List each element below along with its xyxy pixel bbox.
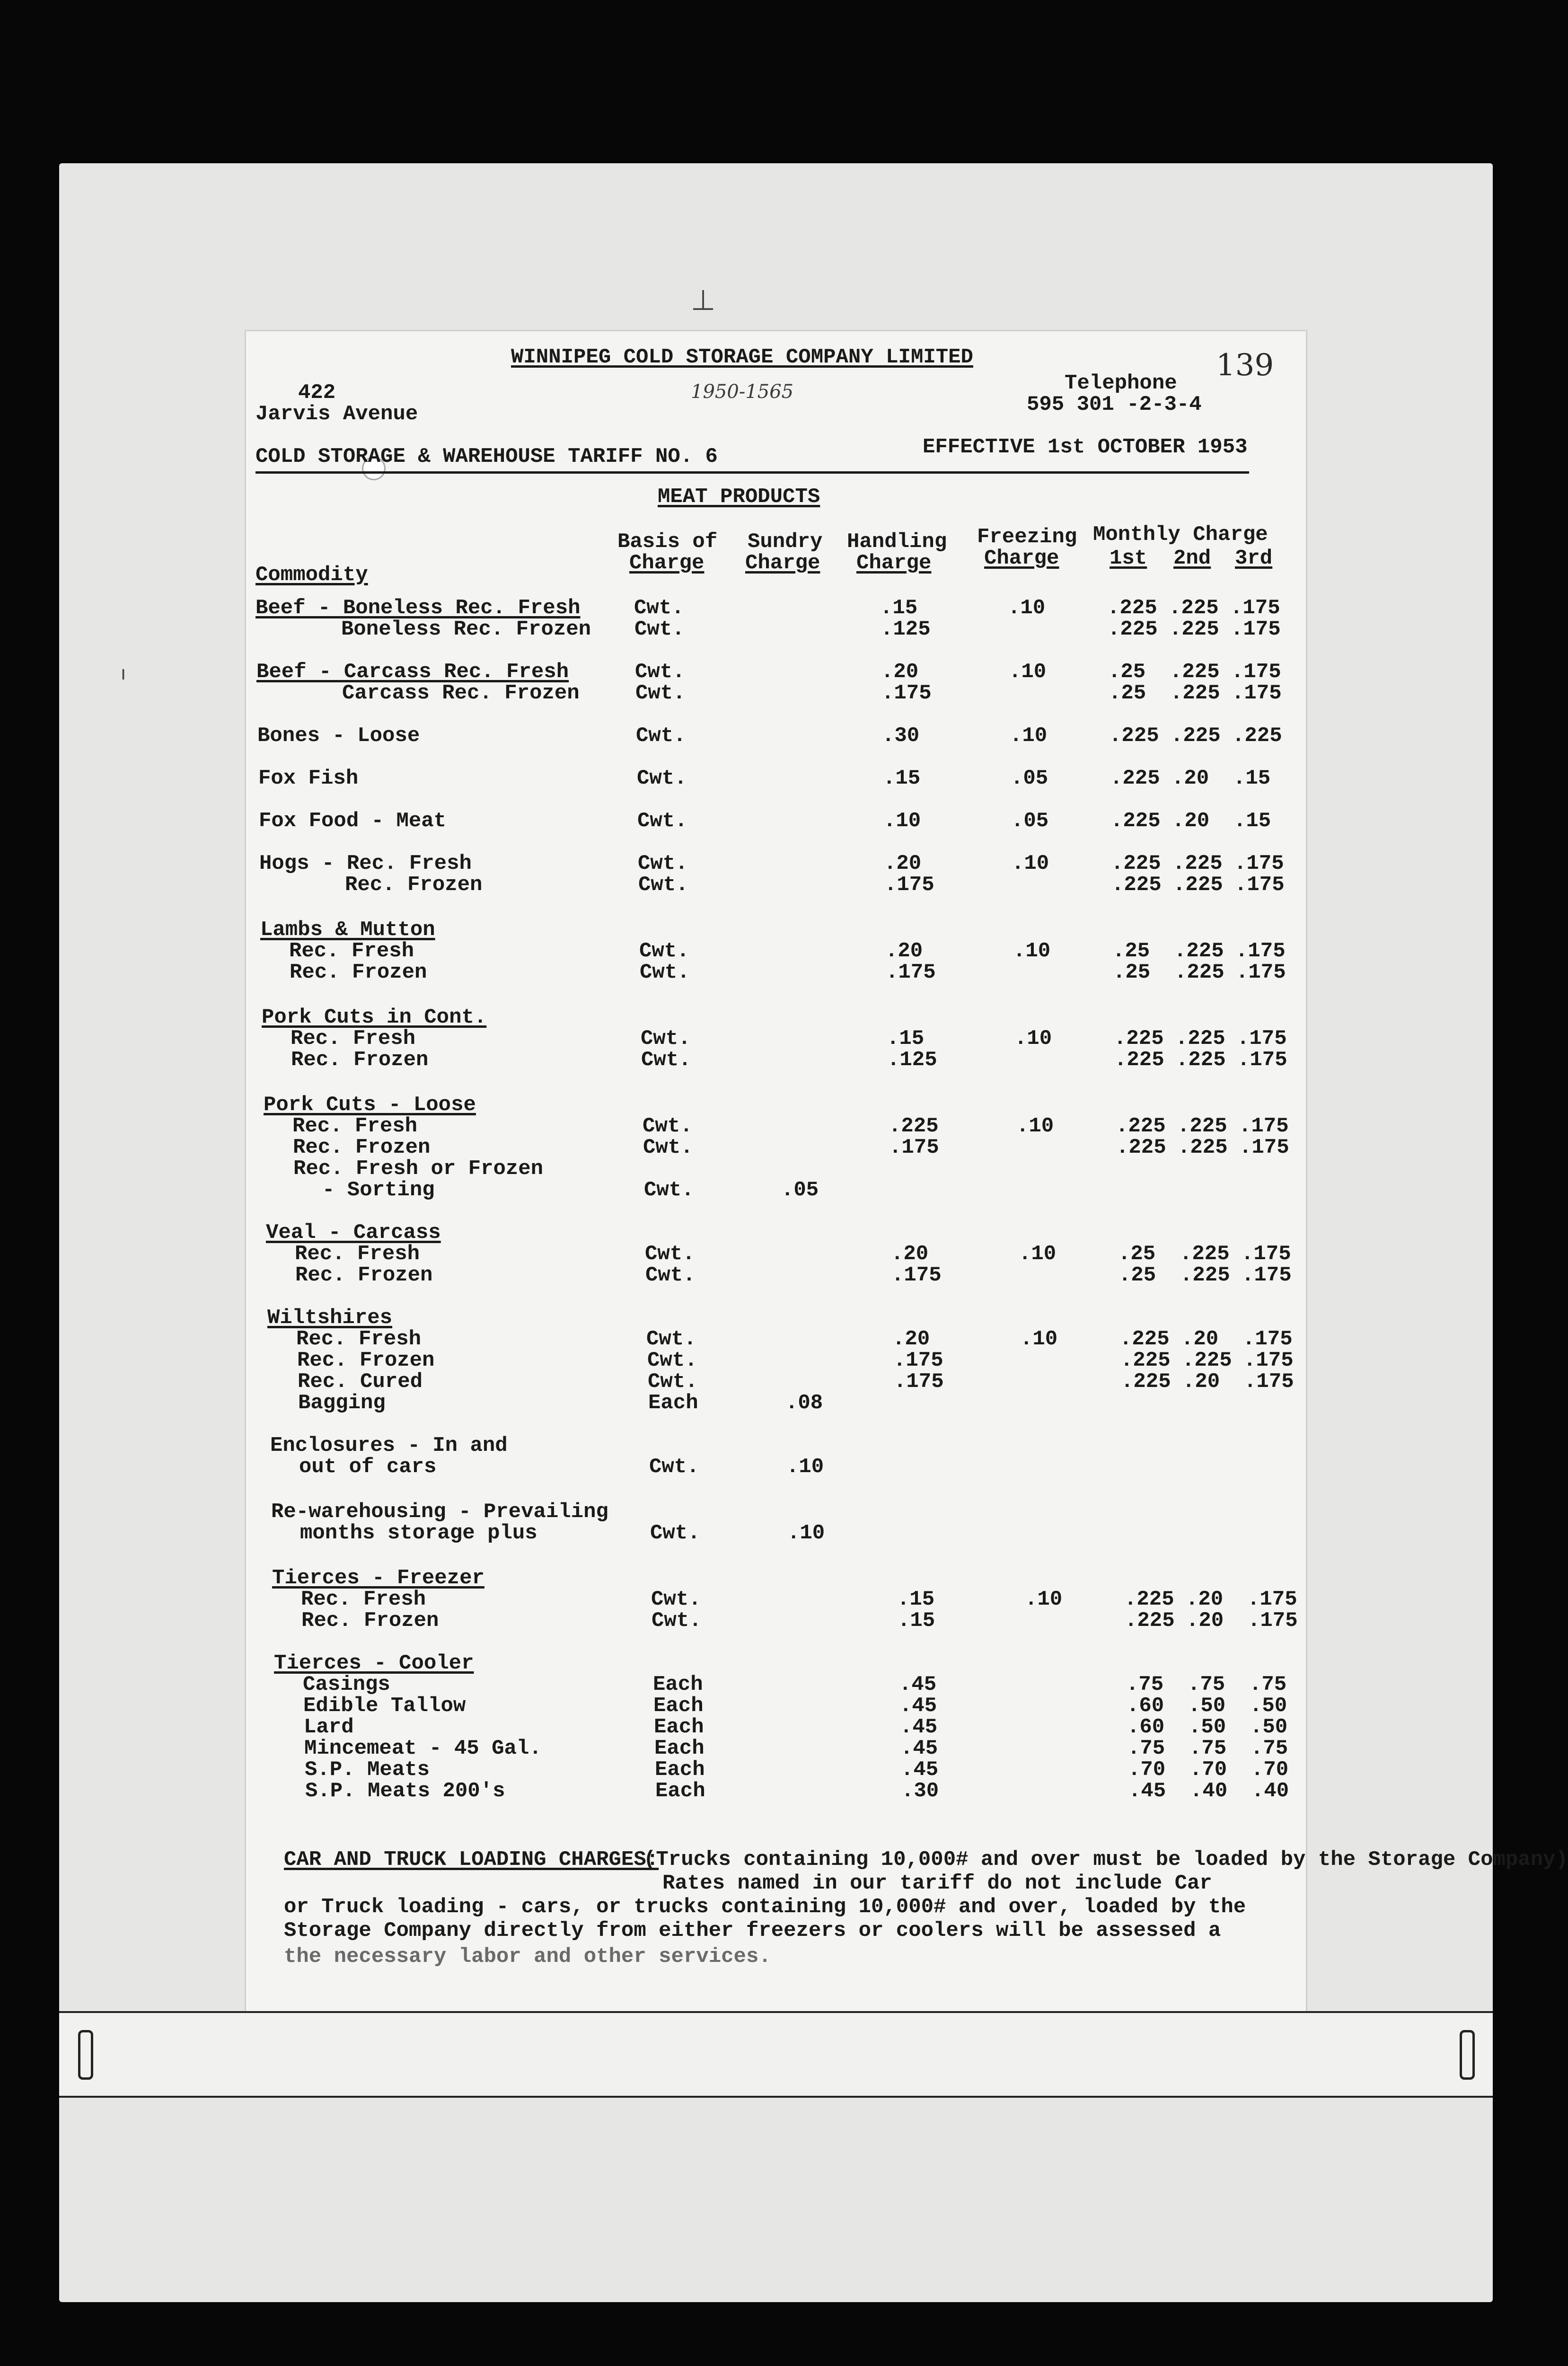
cell-handling: .175 (884, 873, 934, 897)
cell-m3: .50 (1250, 1715, 1288, 1739)
cell-m1: .225 (1114, 1048, 1164, 1072)
cell-m1: .225 (1107, 596, 1157, 620)
cell-handling: .15 (897, 1588, 935, 1611)
cell-m2: .225 (1176, 1048, 1226, 1072)
cell-m1: .225 (1121, 1370, 1171, 1394)
cell-handling: .45 (899, 1673, 937, 1696)
cell-handling: .175 (886, 961, 936, 984)
cell-handling: .15 (880, 596, 918, 620)
cell-m1: .225 (1111, 873, 1162, 897)
cell-sundry: .05 (781, 1178, 819, 1202)
cell-handling: .30 (901, 1779, 939, 1803)
cell-handling: .175 (894, 1370, 944, 1394)
commodity-name: Rec. Cured (298, 1370, 423, 1394)
cell-handling: .30 (882, 724, 920, 748)
cell-m3: .175 (1235, 939, 1286, 963)
cell-m2: .225 (1175, 1027, 1225, 1051)
cell-basis: Each (648, 1391, 698, 1415)
cell-handling: .45 (901, 1758, 939, 1782)
footer-line1: (Trucks containing 10,000# and over must be loaded by the Storage Company) (643, 1848, 1568, 1872)
company-name: WINNIPEG COLD STORAGE COMPANY LIMITED (511, 345, 973, 369)
cell-m2: .225 (1169, 618, 1219, 641)
tariff-title: COLD STORAGE & WAREHOUSE TARIFF NO. 6 (255, 445, 718, 468)
cell-basis: Cwt. (643, 1114, 693, 1138)
cell-m2: .225 (1173, 873, 1223, 897)
cell-m3: .75 (1249, 1673, 1287, 1696)
cell-freezing: .10 (1014, 1027, 1052, 1051)
cell-m3: .175 (1248, 1609, 1298, 1633)
cell-m1: .25 (1119, 1263, 1156, 1287)
commodity-name: Beef - Boneless Rec. Fresh (255, 596, 581, 620)
cell-m2: .225 (1177, 1114, 1227, 1138)
cell-handling: .45 (900, 1737, 938, 1760)
cell-handling: .175 (881, 681, 932, 705)
cell-m2: .225 (1174, 961, 1224, 984)
commodity-name: S.P. Meats 200's (305, 1779, 505, 1803)
cell-m2: .225 (1178, 1136, 1228, 1159)
col-handling-1: Handling (847, 530, 947, 554)
cell-basis: Cwt. (636, 724, 686, 748)
commodity-name: Bones - Loose (257, 724, 420, 748)
commodity-name: Rec. Frozen (301, 1609, 439, 1633)
cell-m2: .225 (1172, 852, 1223, 875)
cell-m1: .25 (1118, 1242, 1156, 1266)
cell-m3: .75 (1251, 1737, 1288, 1760)
commodity-name: Pork Cuts in Cont. (262, 1006, 487, 1029)
cell-m3: .175 (1241, 1242, 1291, 1266)
cell-handling: .15 (883, 767, 921, 790)
cell-basis: Each (653, 1694, 704, 1718)
cell-basis: Cwt. (643, 1136, 693, 1159)
footer-line5: the necessary labor and other services. (284, 1945, 771, 1969)
cell-m1: .25 (1112, 939, 1150, 963)
cell-m1: .25 (1113, 961, 1151, 984)
telephone-label: Telephone (1065, 371, 1177, 395)
cell-handling: .20 (884, 852, 922, 875)
cell-m3: .175 (1239, 1136, 1289, 1159)
cell-m1: .225 (1125, 1609, 1175, 1633)
cell-m1: .60 (1127, 1715, 1165, 1739)
cell-basis: Each (654, 1715, 704, 1739)
cell-m2: .20 (1181, 1327, 1219, 1351)
cell-m1: .225 (1110, 809, 1161, 833)
cell-freezing: .10 (1025, 1588, 1063, 1611)
cell-m2: .70 (1189, 1758, 1227, 1782)
cell-m2: .225 (1174, 939, 1224, 963)
cell-m1: .225 (1114, 1027, 1164, 1051)
commodity-name: Fox Food - Meat (259, 809, 447, 833)
section-title: MEAT PRODUCTS (658, 485, 820, 509)
commodity-name: Rec. Frozen (295, 1263, 433, 1287)
punch-mark: ⊥ (691, 284, 716, 317)
cell-m1: .225 (1109, 724, 1159, 748)
cell-basis: Cwt. (638, 852, 688, 875)
cell-m1: .225 (1110, 767, 1160, 790)
col-handling-2: Charge (856, 551, 932, 575)
cell-m3: .175 (1232, 681, 1282, 705)
commodity-name: Lambs & Mutton (260, 918, 435, 942)
commodity-name: Mincemeat - 45 Gal. (304, 1737, 542, 1760)
cell-m2: .50 (1188, 1694, 1226, 1718)
cell-m2: .20 (1172, 767, 1209, 790)
commodity-name: Rec. Fresh (291, 1027, 416, 1051)
cell-m1: .225 (1124, 1588, 1174, 1611)
cell-handling: .15 (898, 1609, 935, 1633)
cell-handling: .175 (889, 1136, 939, 1159)
cell-basis: Cwt. (651, 1588, 701, 1611)
commodity-name: Pork Cuts - Loose (264, 1093, 476, 1117)
cell-basis: Cwt. (641, 1048, 691, 1072)
cell-m2: .20 (1182, 1370, 1220, 1394)
cell-basis: Cwt. (645, 1263, 696, 1287)
cell-m3: .175 (1242, 1327, 1293, 1351)
cell-m3: .175 (1243, 1349, 1294, 1372)
cell-m3: .175 (1234, 852, 1284, 875)
col-freezing-1: Freezing (977, 525, 1077, 549)
cell-basis: Cwt. (648, 1370, 698, 1394)
telephone-number: 595 301 -2-3-4 (1027, 393, 1202, 416)
cell-m3: .175 (1234, 873, 1285, 897)
cell-handling: .45 (899, 1694, 937, 1718)
cell-basis: Cwt. (646, 1327, 696, 1351)
cell-basis: Cwt. (644, 1178, 694, 1202)
cell-m3: .225 (1232, 724, 1282, 748)
col-basis-2: Charge (629, 551, 705, 575)
commodity-name: Boneless Rec. Frozen (341, 618, 591, 641)
commodity-name: Carcass Rec. Frozen (342, 681, 580, 705)
col-month-1: 1st (1110, 547, 1147, 570)
commodity-name: Veal - Carcass (266, 1221, 441, 1245)
cell-m2: .20 (1186, 1588, 1224, 1611)
commodity-name: Fox Fish (258, 767, 359, 790)
cell-m1: .70 (1128, 1758, 1166, 1782)
cell-handling: .175 (891, 1263, 942, 1287)
cell-m2: .20 (1186, 1609, 1224, 1633)
cell-m3: .175 (1237, 1027, 1287, 1051)
binder-clip-right (1460, 2030, 1475, 2080)
commodity-name: Tierces - Freezer (272, 1566, 484, 1590)
commodity-name: Casings (303, 1673, 390, 1696)
cell-handling: .125 (881, 618, 931, 641)
cell-freezing: .10 (1010, 724, 1048, 748)
cell-basis: Cwt. (647, 1349, 697, 1372)
cell-basis: Cwt. (634, 618, 685, 641)
footer-line4: Storage Company directly from either freezers or coolers will be assessed a (284, 1919, 1221, 1942)
cell-m3: .15 (1233, 809, 1271, 833)
commodity-name: Hogs - Rec. Fresh (259, 852, 472, 875)
cell-sundry: .10 (787, 1521, 825, 1545)
cell-basis: Cwt. (641, 1027, 691, 1051)
cell-m3: .50 (1250, 1694, 1287, 1718)
commodity-name: Wiltshires (267, 1306, 393, 1330)
cell-basis: Each (655, 1758, 705, 1782)
cell-m2: .225 (1171, 724, 1221, 748)
commodity-name: Rec. Fresh (289, 939, 414, 963)
cell-freezing: .10 (1016, 1114, 1054, 1138)
col-month-3: 3rd (1235, 547, 1273, 570)
cell-basis: Cwt. (635, 660, 685, 684)
cell-freezing: .10 (1019, 1242, 1057, 1266)
commodity-name: Rec. Fresh or Frozen (293, 1157, 544, 1181)
footer-line2: Rates named in our tariff do not include Car (662, 1872, 1212, 1895)
cell-m3: .175 (1231, 618, 1281, 641)
page-number: 139 (1216, 348, 1274, 383)
binder-clip-left (78, 2030, 93, 2080)
cell-freezing: .10 (1009, 660, 1047, 684)
commodity-name: Tierces - Cooler (274, 1651, 474, 1675)
commodity-name: out of cars (299, 1455, 437, 1479)
col-sundry-2: Charge (745, 551, 820, 575)
cell-m2: .225 (1182, 1349, 1232, 1372)
cell-m1: .25 (1109, 681, 1146, 705)
cell-m3: .175 (1237, 1048, 1287, 1072)
cell-handling: .225 (889, 1114, 939, 1138)
cell-basis: Cwt. (639, 939, 689, 963)
cell-m2: .40 (1190, 1779, 1228, 1803)
cell-m1: .60 (1127, 1694, 1164, 1718)
commodity-name: Lard (304, 1715, 354, 1739)
address-number: 422 (298, 381, 336, 405)
col-month-2: 2nd (1173, 547, 1211, 570)
cell-handling: .125 (887, 1048, 937, 1072)
cell-sundry: .08 (785, 1391, 823, 1415)
commodity-name: Rec. Frozen (297, 1349, 435, 1372)
cell-m2: .225 (1180, 1242, 1230, 1266)
cell-freezing: .10 (1020, 1327, 1058, 1351)
cell-m3: .175 (1244, 1370, 1294, 1394)
commodity-name: Rec. Frozen (293, 1136, 431, 1159)
commodity-name: Rec. Fresh (292, 1114, 418, 1138)
cell-m2: .50 (1189, 1715, 1226, 1739)
cell-basis: Cwt. (637, 809, 687, 833)
cell-m1: .45 (1128, 1779, 1166, 1803)
cell-basis: Cwt. (650, 1521, 700, 1545)
commodity-name: Rec. Fresh (301, 1588, 426, 1611)
cell-m1: .225 (1119, 1327, 1170, 1351)
cell-basis: Cwt. (637, 767, 687, 790)
commodity-name: Bagging (298, 1391, 386, 1415)
cell-basis: Cwt. (634, 596, 684, 620)
cell-m3: .175 (1236, 961, 1286, 984)
commodity-name: Beef - Carcass Rec. Fresh (256, 660, 569, 684)
cell-freezing: .10 (1013, 939, 1051, 963)
col-sundry-1: Sundry (748, 530, 823, 554)
margin-tick: ı (121, 662, 126, 684)
cell-m1: .25 (1108, 660, 1146, 684)
tariff-page (246, 331, 1568, 2016)
cell-m1: .225 (1120, 1349, 1171, 1372)
cell-m3: .175 (1230, 596, 1280, 620)
cell-handling: .15 (887, 1027, 925, 1051)
col-monthly: Monthly Charge (1093, 523, 1268, 547)
header-rule (255, 471, 1249, 474)
cell-freezing: .10 (1012, 852, 1049, 875)
col-freezing-2: Charge (984, 547, 1059, 570)
address-street: Jarvis Avenue (255, 402, 418, 426)
cell-handling: .20 (881, 660, 919, 684)
commodity-name: Edible Tallow (303, 1694, 466, 1718)
effective-date: EFFECTIVE 1st OCTOBER 1953 (923, 435, 1248, 459)
cell-m1: .75 (1128, 1737, 1165, 1760)
cell-m3: .175 (1231, 660, 1281, 684)
cell-basis: Cwt. (652, 1609, 702, 1633)
cell-m3: .175 (1239, 1114, 1289, 1138)
cell-m2: .225 (1170, 681, 1220, 705)
cell-handling: .20 (885, 939, 923, 963)
cell-m2: .20 (1172, 809, 1210, 833)
commodity-name: Rec. Frozen (291, 1048, 429, 1072)
cell-handling: .20 (891, 1242, 929, 1266)
commodity-name: Re-warehousing - Prevailing (271, 1500, 608, 1524)
cell-basis: Each (653, 1673, 703, 1696)
cell-basis: Cwt. (649, 1455, 699, 1479)
commodity-name: S.P. Meats (305, 1758, 430, 1782)
cell-handling: .10 (883, 809, 921, 833)
cell-m2: .75 (1188, 1673, 1225, 1696)
footer-line3: or Truck loading - cars, or trucks containing 10,000# and over, loaded by the (284, 1895, 1246, 1919)
cell-m3: .15 (1233, 767, 1271, 790)
cell-m1: .225 (1111, 852, 1161, 875)
cell-m3: .175 (1247, 1588, 1297, 1611)
handwritten-note: 1950-1565 (691, 381, 794, 403)
cell-handling: .45 (900, 1715, 938, 1739)
cell-basis: Cwt. (645, 1242, 695, 1266)
cell-m1: .225 (1116, 1114, 1166, 1138)
commodity-name: - Sorting (322, 1178, 435, 1202)
cell-freezing: .05 (1011, 767, 1048, 790)
cell-basis: Each (654, 1737, 705, 1760)
commodity-name: Rec. Frozen (345, 873, 483, 897)
cell-m2: .75 (1189, 1737, 1227, 1760)
cell-m1: .225 (1116, 1136, 1166, 1159)
commodity-name: Rec. Fresh (295, 1242, 420, 1266)
commodity-name: Enclosures - In and (270, 1434, 508, 1457)
cell-m3: .175 (1242, 1263, 1292, 1287)
cell-basis: Cwt. (640, 961, 690, 984)
cell-m1: .75 (1126, 1673, 1164, 1696)
cell-freezing: .05 (1011, 809, 1049, 833)
cell-m3: .70 (1251, 1758, 1289, 1782)
cell-freezing: .10 (1008, 596, 1046, 620)
cell-m2: .225 (1169, 596, 1219, 620)
cell-m1: .225 (1108, 618, 1158, 641)
commodity-name: Rec. Frozen (290, 961, 427, 984)
cell-m3: .40 (1251, 1779, 1289, 1803)
cell-basis: Cwt. (635, 681, 686, 705)
col-basis-1: Basis of (617, 530, 718, 554)
cell-basis: Cwt. (638, 873, 688, 897)
cell-handling: .20 (892, 1327, 930, 1351)
cell-handling: .175 (893, 1349, 943, 1372)
commodity-name: Rec. Fresh (296, 1327, 422, 1351)
cell-m2: .225 (1170, 660, 1220, 684)
col-commodity: Commodity (255, 563, 368, 587)
cell-sundry: .10 (786, 1455, 824, 1479)
commodity-name: months storage plus (300, 1521, 537, 1545)
binder-bar (59, 2011, 1493, 2098)
cell-m2: .225 (1180, 1263, 1230, 1287)
cell-basis: Each (655, 1779, 705, 1803)
footer-heading: CAR AND TRUCK LOADING CHARGES: (284, 1848, 659, 1872)
